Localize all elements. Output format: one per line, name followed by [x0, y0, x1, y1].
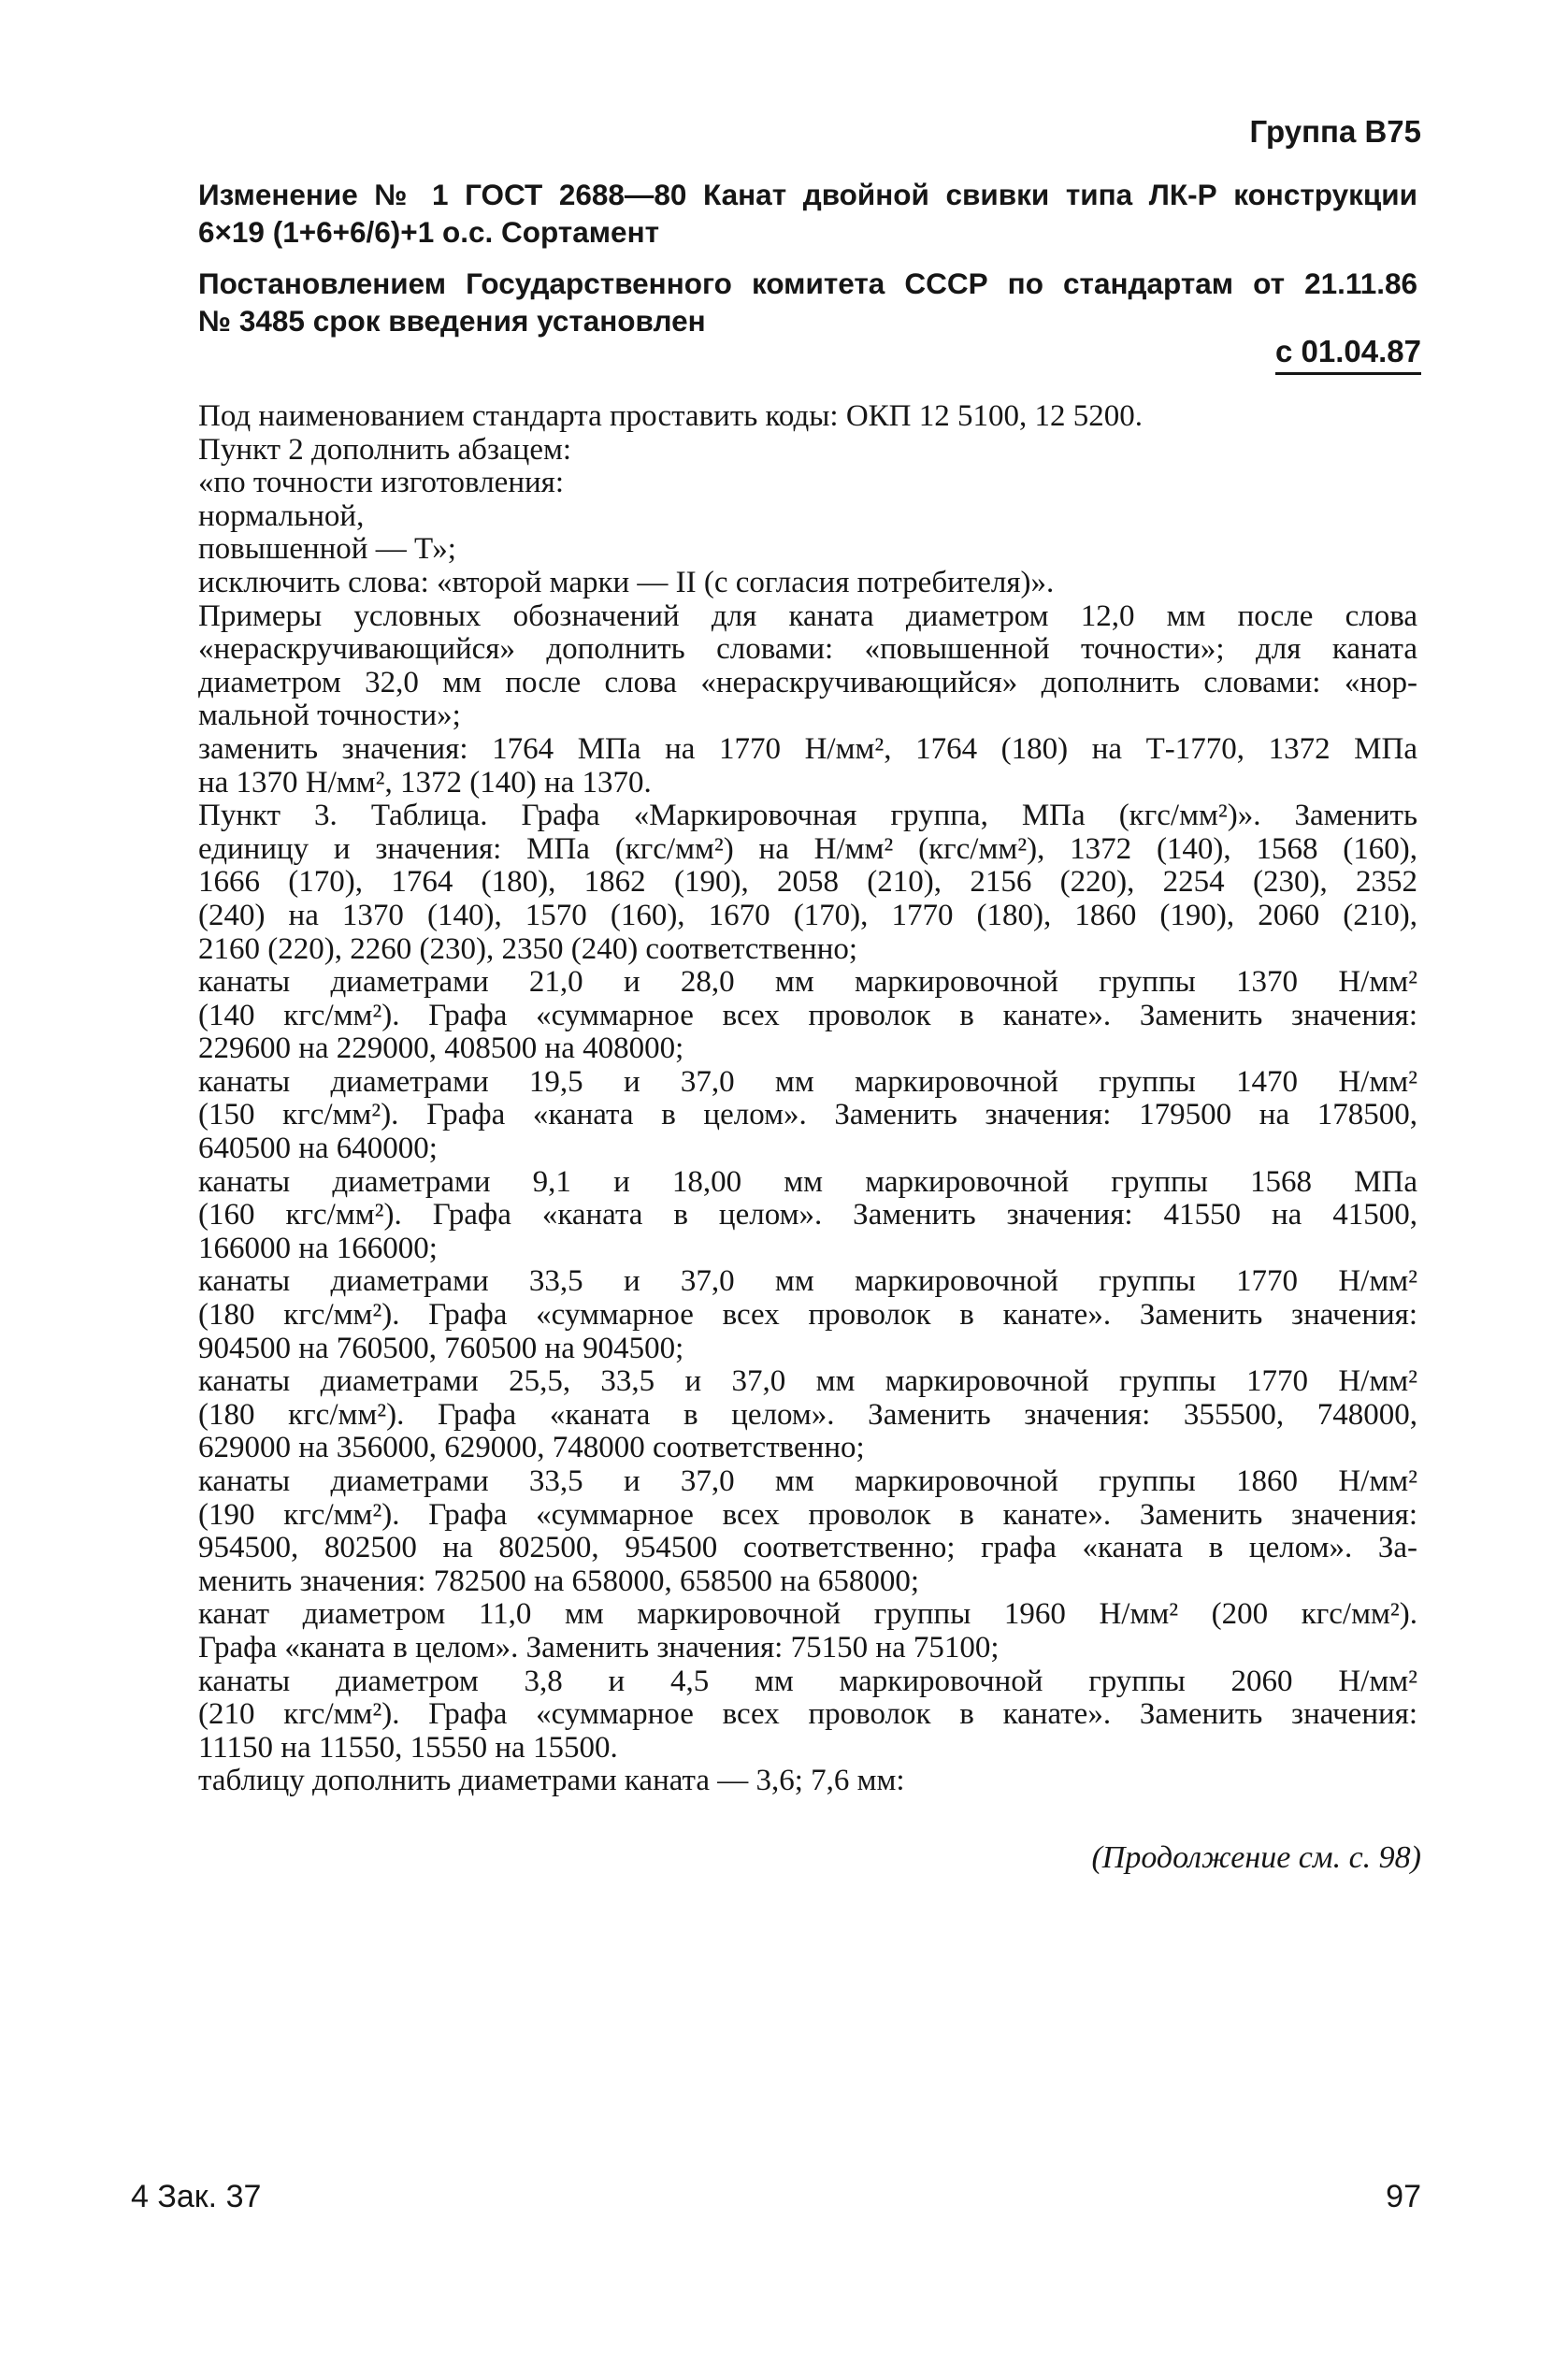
body-line: канаты диаметрами 33,5 и 37,0 мм маркировочной группы 1860 Н/мм² — [198, 1464, 1417, 1498]
body-line: 904500 на 760500, 760500 на 904500; — [198, 1331, 684, 1365]
body-line: (240) на 1370 (140), 1570 (160), 1670 (170), 1770 (180), 1860 (190), 2060 (210), — [198, 898, 1417, 932]
effective-date: с 01.04.87 — [1275, 333, 1421, 375]
change-title-line: Изменение № 1 ГОСТ 2688—80 Канат двойной свивки типа ЛК-Р конструкции — [198, 178, 1417, 211]
body-line: Пункт 3. Таблица. Графа «Маркировочная группа, МПа (кгс/мм²)». Заменить — [198, 799, 1417, 833]
body-line: канаты диаметрами 33,5 и 37,0 мм маркировочной группы 1770 Н/мм² — [198, 1264, 1417, 1299]
change-title — [198, 176, 1417, 251]
body-line: 640500 на 640000; — [198, 1132, 438, 1166]
decree-statement — [198, 265, 1417, 339]
order-number: 4 Зак. 37 — [131, 2179, 262, 2214]
body-line: 166000 на 166000; — [198, 1231, 438, 1265]
body-line: канаты диаметрами 21,0 и 28,0 мм маркировочной группы 1370 Н/мм² — [198, 965, 1417, 1000]
body-line: Под наименованием стандарта проставить коды: ОКП 12 5100, 12 5200. — [198, 399, 1143, 433]
amendment-text — [198, 400, 1417, 1798]
body-line: 229600 на 229000, 408500 на 408000; — [198, 1031, 684, 1066]
body-line: мальной точности»; — [198, 699, 461, 733]
body-line: 954500, 802500 на 802500, 954500 соответственно; графа «каната в целом». За- — [198, 1531, 1417, 1565]
body-line: 629000 на 356000, 629000, 748000 соответственно; — [198, 1431, 865, 1465]
body-line: (210 кгс/мм²). Графа «суммарное всех проволок в канате». Заменить значения: — [198, 1697, 1417, 1732]
body-line: (190 кгс/мм²). Графа «суммарное всех проволок в канате». Заменить значения: — [198, 1497, 1417, 1532]
body-line: Графа «каната в целом». Заменить значения: 75150 на 75100; — [198, 1630, 1000, 1665]
body-line: менить значения: 782500 на 658000, 658500 на 658000; — [198, 1564, 920, 1598]
body-line: единицу и значения: МПа (кгс/мм²) на Н/мм² (кгс/мм²), 1372 (140), 1568 (160), — [198, 831, 1417, 866]
decree-line: Постановлением Государственного комитета СССР по стандартам от 21.11.86 — [198, 267, 1417, 300]
body-line: (160 кгс/мм²). Графа «каната в целом». Заменить значения: 41550 на 41500, — [198, 1198, 1417, 1232]
body-line: нормальной, — [198, 498, 365, 533]
body-line: (180 кгс/мм²). Графа «суммарное всех проволок в канате». Заменить значения: — [198, 1298, 1417, 1333]
body-line: канаты диаметрами 25,5, 33,5 и 37,0 мм маркировочной группы 1770 Н/мм² — [198, 1364, 1417, 1399]
body-line: 11150 на 11550, 15550 на 15500. — [198, 1730, 618, 1765]
page-number: 97 — [1386, 2179, 1421, 2214]
body-line: диаметром 32,0 мм после слова «нераскручивающийся» дополнить словами: «нор- — [198, 665, 1417, 699]
body-line: 2160 (220), 2260 (230), 2350 (240) соответственно; — [198, 931, 858, 966]
body-line: канаты диаметрами 19,5 и 37,0 мм маркировочной группы 1470 Н/мм² — [198, 1064, 1417, 1099]
body-line: 1666 (170), 1764 (180), 1862 (190), 2058 (210), 2156 (220), 2254 (230), 2352 — [198, 865, 1417, 900]
group-code: Группа В75 — [1249, 114, 1421, 149]
body-line: Примеры условных обозначений для каната диаметром 12,0 мм после слова — [198, 598, 1417, 633]
continuation-note: (Продолжение см. с. 98) — [1091, 1840, 1421, 1875]
body-line: повышенной — Т»; — [198, 532, 456, 567]
body-line: «нераскручивающийся» дополнить словами: «повышенной точности»; для каната — [198, 632, 1417, 667]
body-line: (150 кгс/мм²). Графа «каната в целом». Заменить значения: 179500 на 178500, — [198, 1098, 1417, 1132]
body-line: «по точности изготовления: — [198, 466, 564, 500]
body-line: Пункт 2 дополнить абзацем: — [198, 432, 572, 467]
change-title-line: 6×19 (1+6+6/6)+1 о.с. Сортамент — [198, 215, 660, 249]
body-line: исключить слова: «второй марки — II (с согласия потребителя)». — [198, 565, 1055, 599]
body-line: (180 кгс/мм²). Графа «каната в целом». Заменить значения: 355500, 748000, — [198, 1397, 1417, 1432]
body-line: канат диаметром 11,0 мм маркировочной группы 1960 Н/мм² (200 кгс/мм²). — [198, 1597, 1417, 1632]
body-line: канаты диаметром 3,8 и 4,5 мм маркировочной группы 2060 Н/мм² — [198, 1664, 1417, 1698]
body-line: таблицу дополнить диаметрами каната — 3,6; 7,6 мм: — [198, 1764, 905, 1798]
body-line: канаты диаметрами 9,1 и 18,00 мм маркировочной группы 1568 МПа — [198, 1164, 1417, 1199]
body-line: на 1370 Н/мм², 1372 (140) на 1370. — [198, 765, 652, 800]
body-line: заменить значения: 1764 МПа на 1770 Н/мм², 1764 (180) на Т-1770, 1372 МПа — [198, 731, 1417, 766]
body-line: (140 кгс/мм²). Графа «суммарное всех проволок в канате». Заменить значения: — [198, 998, 1417, 1032]
decree-line: № 3485 срок введения установлен — [198, 304, 706, 338]
